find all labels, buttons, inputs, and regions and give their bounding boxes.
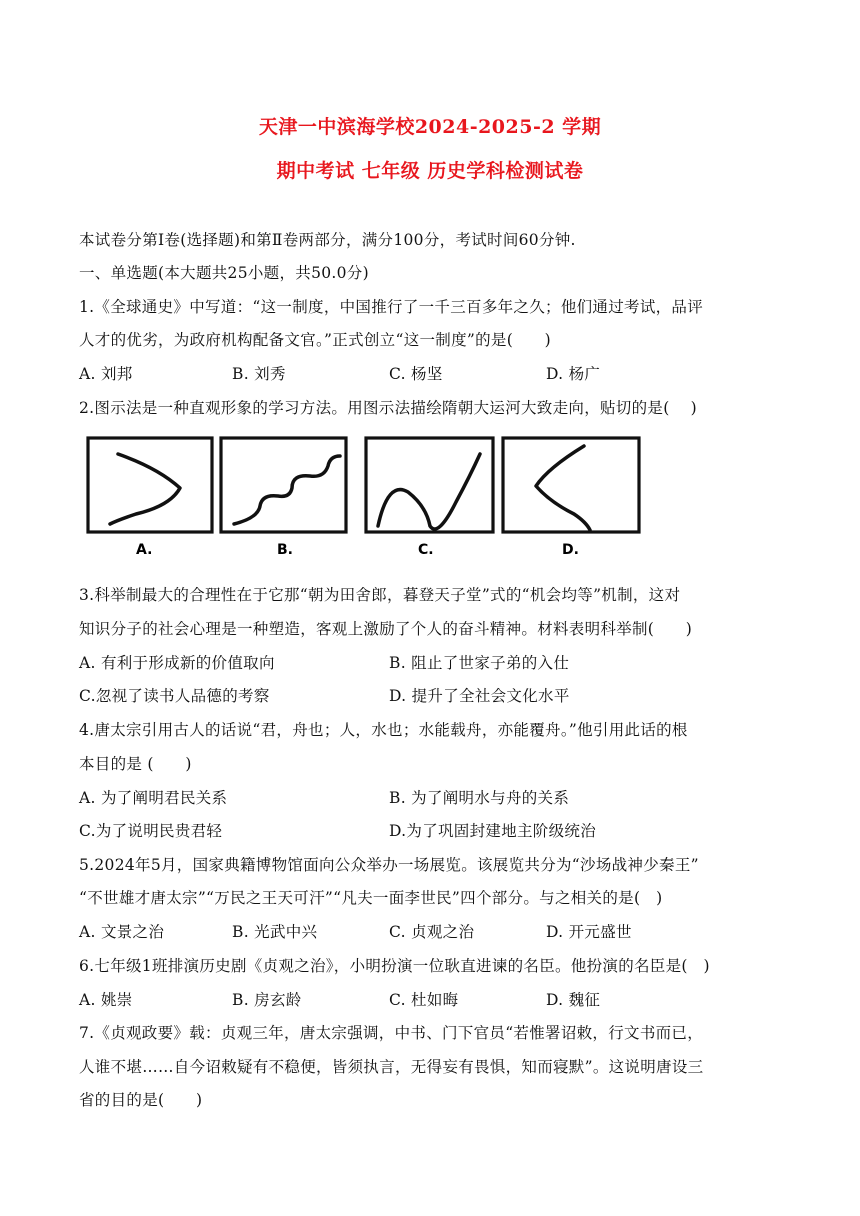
q5-option-d[interactable]: D. 开元盛世 [546, 923, 632, 941]
q6-option-a[interactable]: A. 姚崇 [79, 991, 133, 1009]
q3-stem-line2: 知识分子的社会心理是一种塑造，客观上激励了个人的奋斗精神。材料表明科举制( ) [79, 620, 693, 638]
q6-option-b[interactable]: B. 房玄龄 [232, 991, 302, 1009]
q3-option-a[interactable]: A. 有利于形成新的价值取向 [79, 654, 275, 672]
q1-option-b[interactable]: B. 刘秀 [232, 365, 286, 383]
q7-stem-line1: 7.《贞观政要》载：贞观三年，唐太宗强调，中书、门下官员“若惟署诏敕，行文书而已， [79, 1024, 704, 1042]
intro-text: 本试卷分第Ⅰ卷(选择题)和第Ⅱ卷两部分，满分100分，考试时间60分钟. [79, 231, 576, 249]
figure-c-curve [378, 454, 480, 529]
section-heading: 一、单选题(本大题共25小题，共50.0分) [79, 264, 369, 282]
canal-route-figure [78, 430, 646, 570]
q1-option-a[interactable]: A. 刘邦 [79, 365, 133, 383]
q1-stem-line2: 人才的优劣，为政府机构配备文官。”正式创立“这一制度”的是( ) [79, 331, 552, 349]
q5-stem-line2: “不世雄才唐太宗”“万民之王天可汗”“凡夫一面李世民”四个部分。与之相关的是( ) [79, 889, 663, 907]
figure-d-curve [536, 446, 590, 530]
q3-option-b[interactable]: B. 阻止了世家子弟的入仕 [389, 654, 570, 672]
figure-b-frame [221, 438, 346, 532]
canal-route-diagrams [78, 430, 646, 542]
q5-option-a[interactable]: A. 文景之治 [79, 923, 165, 941]
q7-stem-line2: 人谁不堪……自今诏敕疑有不稳便，皆须执言，无得妄有畏惧，知而寝默”。这说明唐设三 [79, 1058, 704, 1076]
q2-stem-line1: 2.图示法是一种直观形象的学习方法。用图示法描绘隋朝大运河大致走向，贴切的是( ) [79, 399, 697, 417]
q4-stem-line1: 4.唐太宗引用古人的话说“君，舟也；人，水也；水能载舟，亦能覆舟。”他引用此话的根 [79, 721, 688, 739]
exam-title-line1: 天津一中滨海学校2024-2025-2 学期 [258, 116, 602, 138]
figure-b-label: B. [277, 542, 293, 558]
q4-option-c[interactable]: C.为了说明民贵君轻 [79, 822, 223, 840]
q7-stem-line3: 省的目的是( ) [79, 1091, 203, 1109]
figure-d-label: D. [562, 542, 579, 558]
q5-option-c[interactable]: C. 贞观之治 [389, 923, 475, 941]
q3-stem-line1: 3.科举制最大的合理性在于它那“朝为田舍郎，暮登天子堂”式的“机会均等”机制，这对 [79, 586, 681, 604]
figure-a-label: A. [136, 542, 153, 558]
q6-option-d[interactable]: D. 魏征 [546, 991, 601, 1009]
q6-stem-line1: 6.七年级1班排演历史剧《贞观之治》，小明扮演一位耿直进谏的名臣。他扮演的名臣是( ) [79, 957, 710, 975]
figure-a-curve [110, 454, 180, 524]
figure-b-curve [234, 456, 340, 524]
q5-stem-line1: 5.2024年5月，国家典籍博物馆面向公众举办一场展览。该展览共分为“沙场战神少秦王” [79, 856, 699, 874]
figure-a-frame [88, 438, 212, 532]
q4-stem-line2: 本目的是 ( ) [79, 755, 192, 773]
q3-option-d[interactable]: D. 提升了全社会文化水平 [389, 687, 570, 705]
q4-option-b[interactable]: B. 为了阐明水与舟的关系 [389, 789, 570, 807]
q4-option-d[interactable]: D.为了巩固封建地主阶级统治 [389, 822, 597, 840]
q1-option-d[interactable]: D. 杨广 [546, 365, 601, 383]
q1-stem-line1: 1.《全球通史》中写道：“这一制度，中国推行了一千三百多年之久；他们通过考试，品评 [79, 298, 704, 316]
q4-option-a[interactable]: A. 为了阐明君民关系 [79, 789, 228, 807]
q6-option-c[interactable]: C. 杜如晦 [389, 991, 459, 1009]
figure-d-frame [503, 438, 639, 532]
q1-option-c[interactable]: C. 杨坚 [389, 365, 443, 383]
figure-c-label: C. [418, 542, 434, 558]
exam-title-line2: 期中考试 七年级 历史学科检测试卷 [276, 160, 584, 182]
q5-option-b[interactable]: B. 光武中兴 [232, 923, 318, 941]
q3-option-c[interactable]: C.忽视了读书人品德的考察 [79, 687, 270, 705]
